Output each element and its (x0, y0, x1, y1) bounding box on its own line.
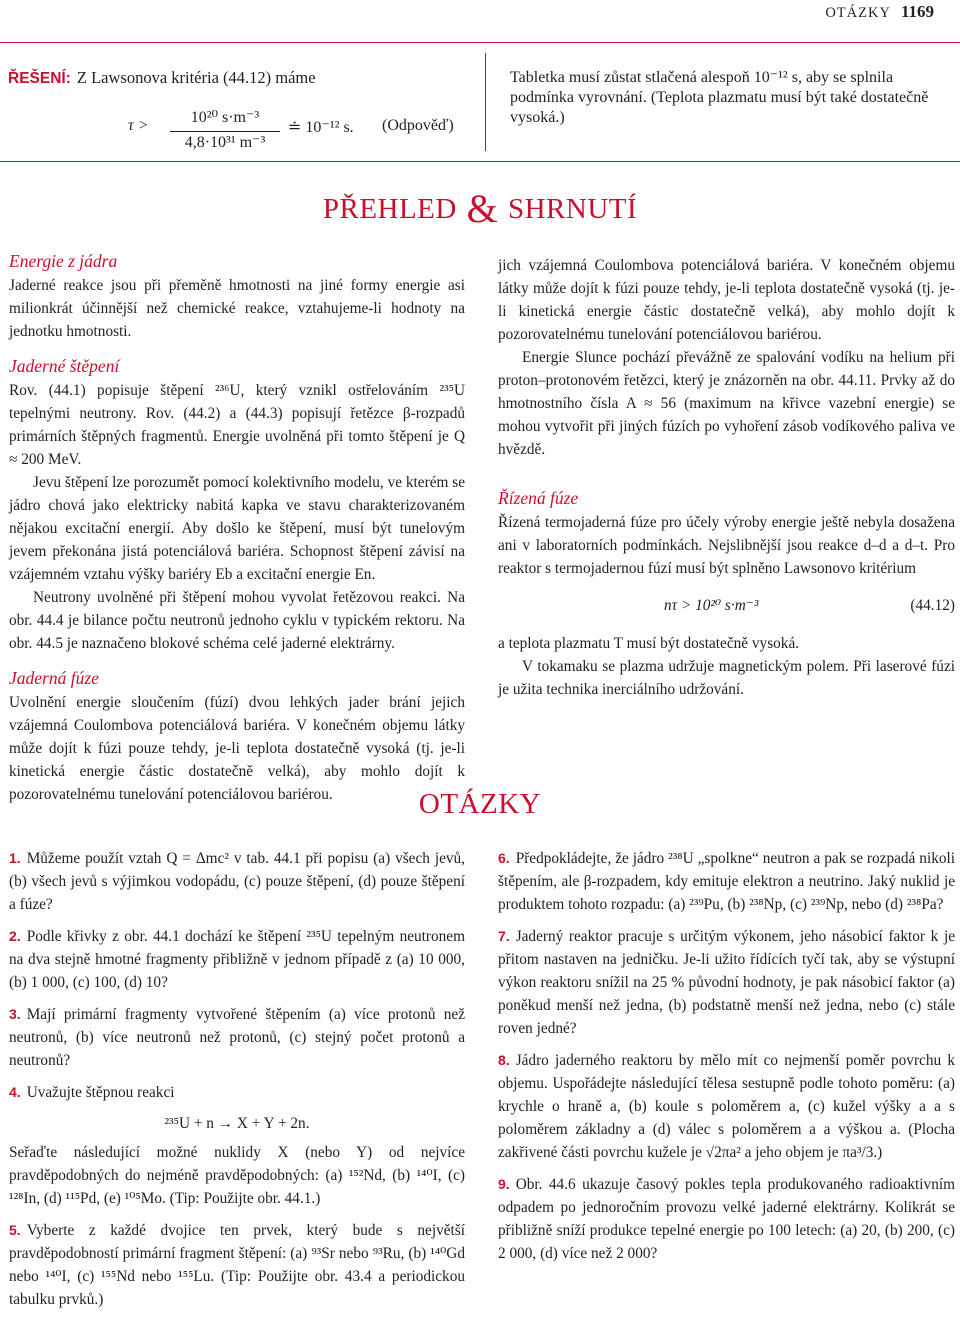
lawson-equation (498, 580, 955, 632)
question-8-text: Jádro jaderného reaktoru by mělo mít co nejmenší poměr povrchu k objemu. Uspořádejte následující tělesa sestupně podle tohoto poměru: (a) krychle o hraně a, (b) koule s poloměrem a, (c) kužel výšky a a s poloměrem základny a (d) válec s poloměrem a a výškou a. (Plocha zakřivené části povrchu kužele je √2πa² a jeho objem je πa³/3.) (498, 1052, 955, 1161)
fission-text-1: Rov. (44.1) popisuje štěpení ²³⁶U, který vznikl ostřelováním ²³⁵U tepelnými neutrony. Rov. (44.2) a (44.3) popisují řetězce β-rozpadů primárních štěpných fragmentů. Energie uvolněná při tomto štěpení je Q ≈ 200 MeV. (9, 382, 465, 468)
fission-reaction-equation: ²³⁵U + n → X + Y + 2n. (164, 1115, 310, 1132)
question-5 (9, 1219, 465, 1311)
fission-text-2: Jevu štěpení lze porozumět pomocí kolektivního modelu, ve kterém se jádro chová jako elektricky nabitá kapka ve stavu charakterizovaném nějakou excitační energií. Aby došlo ke štěpení, musí být tunelovým jevem překonána jistá potenciálová bariéra. Schopnost štěpení závisí na vzájemném vztahu výšky bariéry Eb a excitační energie En. (9, 474, 465, 583)
tau-equation (8, 107, 458, 155)
review-title-b: SHRNUTÍ (507, 193, 638, 225)
question-6-text: Předpokládejte, že jádro ²³⁸U „spolkne“ neutron a pak se rozpadá nikoli štěpením, ale β-rozpadem, kdy emituje elektron a neutrino. Jaký nuklid je produktem tohoto rozpadu: (a) ²³⁹Pu, (b) ²³⁸Np, (c) ²³⁹Np, nebo (d) ²³⁸Pa? (498, 850, 955, 913)
questions-title: OTÁZKY (418, 788, 542, 820)
fission-heading: Jaderné štěpení (9, 356, 120, 376)
equation-number: (44.12) (910, 597, 955, 614)
question-5-text: Vyberte z každé dvojice ten prvek, který bude s největší pravděpodobností primární fragment štěpení: (a) ⁹³Sr nebo ⁹³Ru, (b) ¹⁴⁰Gd nebo ¹⁴⁰I, (c) ¹⁵⁵Nd nebo ¹⁵⁵Lu. (Tip: Použijte obr. 43.4 a periodickou tabulku prvků.) (9, 1222, 465, 1308)
answer-label: (Odpověď) (382, 117, 454, 134)
questions-right-column (498, 847, 955, 1274)
controlled-fusion-heading: Řízená fúze (498, 488, 579, 508)
review-title-a: PŘEHLED (322, 193, 457, 225)
question-3-text: Mají primární fragmenty vytvořené štěpením (a) více protonů než neutronů, (b) více neutronů než protonů, (c) stejný počet protonů a neutronů? (9, 1006, 465, 1069)
question-number: 7. (498, 928, 510, 944)
fusion-text-1: Uvolnění energie sloučením (fúzí) dvou lehkých jader brání jejich vzájemná Coulombova potenciálová bariéra. V konečném objemu látky může dojít k fúzi pouze tehdy, je-li teplota dostatečně vysoká (tj. je-li kinetická energie částic dostatečně velká), aby mohlo dojít k pozorovatelnému tunelování potenciálovou bariérou. (9, 694, 465, 803)
solution-right-text: Tabletka musí zůstat stlačená alespoň 10⁻¹² s, aby se splnila podmínka vyrovnání. (Teplota plazmatu musí být také dostatečně vysoká.) (510, 69, 929, 126)
question-number: 2. (9, 928, 21, 944)
solution-divider (485, 53, 486, 151)
question-number: 8. (498, 1052, 510, 1068)
question-4 (9, 1081, 465, 1210)
question-1 (9, 847, 465, 916)
fraction (170, 107, 280, 154)
question-1-text: Můžeme použít vztah Q = Δmc² v tab. 44.1 při popisu (a) všech jevů, (b) všech jevů s výjimkou vodopádu, (c) pouze štěpení, (d) pouze štěpení a fúze? (9, 850, 465, 913)
solution-label: ŘEŠENÍ: (8, 70, 71, 87)
running-head (825, 2, 934, 22)
fusion-text-cont: jich vzájemná Coulombova potenciálová bariéra. V konečném objemu látky může dojít k fúzi pouze tehdy, je-li teplota dostatečně vysoká (tj. je-li kinetická energie částic dostatečně velká), aby mohlo dojít k pozorovatelnému tunelování potenciálovou bariérou. (498, 257, 955, 343)
question-8 (498, 1049, 955, 1164)
solution-intro (8, 67, 468, 90)
controlled-fusion-text-3: V tokamaku se plazma udržuje magnetickým polem. Při laserové fúzi je užita technika inerciálního udržování. (498, 658, 955, 698)
fission-text-3: Neutrony uvolněné při štěpení mohou vyvolat řetězovou reakci. Na obr. 44.4 je bilance počtu neutronů jednoho cyklu v typickém rektoru. Na obr. 44.5 je naznačeno blokové schéma celé jaderné elektrárny. (9, 589, 465, 652)
question-2-text: Podle křivky z obr. 44.1 dochází ke štěpení ²³⁵U tepelným neutronem na dva stejně hmotné fragmenty přibližně v jednom případě z (a) 10 000, (b) 1 000, (c) 100, (d) 10? (9, 928, 465, 991)
question-7 (498, 925, 955, 1040)
energy-text: Jaderné reakce jsou při přeměně hmotnosti na jiné formy energie asi milionkrát účinnější než chemické reakce, vztahujeme-li hodnoty na jednotku hmotnosti. (9, 277, 465, 340)
running-head-label: OTÁZKY (825, 5, 891, 21)
question-9-text: Obr. 44.6 ukazuje časový pokles tepla produkovaného radioaktivním odpadem po jednoročním provozu velké jaderné elektrárny. Kolikrát se přibližně sníží produkce tepelné energie po 100 letech: (a) 20, (b) 200, (c) 2 000, (d) více než 2 000? (498, 1176, 955, 1262)
question-number: 4. (9, 1084, 21, 1100)
ampersand: & (466, 186, 499, 231)
tau-result: ≐ 10⁻¹² s. (288, 119, 354, 136)
question-9 (498, 1173, 955, 1265)
controlled-fusion-text-2: a teplota plazmatu T musí být dostatečně vysoká. (498, 635, 800, 652)
question-number: 1. (9, 850, 21, 866)
energy-heading: Energie z jádra (9, 251, 118, 271)
review-right-column (498, 254, 955, 701)
question-7-text: Jaderný reaktor pracuje s určitým výkonem, jeho násobicí faktor k je přitom nastaven na jedničku. Je-li užito řídících tyčí tak, aby se výstupní výkon reaktoru snížil na 25 % původní hodnoty, je pak násobicí faktor (a) poněkud menší než jedna, (b) podstatně menší než jedna, nebo (c) stále roven jedné? (498, 928, 955, 1037)
fraction-denominator: 4,8·10³¹ m⁻³ (184, 134, 266, 151)
tau-lhs: τ > (128, 117, 149, 134)
question-number: 6. (498, 850, 510, 866)
solution-intro-text: Z Lawsonova kritéria (44.12) máme (76, 68, 316, 87)
question-4-intro: Uvažujte štěpnou reakci (26, 1084, 175, 1101)
controlled-fusion-text-1: Řízená termojaderná fúze pro účely výroby energie ještě nebyla dosažena ani v laboratorních podmínkách. Nejslibnější jsou reakce d–d a d–t. Pro reaktor s termojadernou fúzí musí být splněno Lawsonovo kritérium (498, 514, 955, 577)
question-2 (9, 925, 465, 994)
fusion-text-2: Energie Slunce pochází převážně ze spalování vodíku na helium při proton–protonovém řetězci, který je znázorněn na obr. 44.11. Prvky až do hmotnostního čísla A ≈ 56 (maximum na křivce vazební energie) se mohou vytvořit při jiných fúzích po vyhoření zásob vodíkového paliva ve hvězdě. (498, 349, 955, 458)
lawson-lhs: nτ > 10²⁰ s·m⁻³ (664, 597, 759, 614)
question-number: 5. (9, 1222, 21, 1238)
fraction-numerator: 10²⁰ s·m⁻³ (170, 107, 280, 132)
question-3 (9, 1003, 465, 1072)
question-number: 9. (498, 1176, 510, 1192)
solution-box (0, 42, 960, 162)
page-number: 1169 (900, 2, 934, 21)
questions-left-column (9, 847, 465, 1320)
question-6 (498, 847, 955, 916)
review-title (0, 186, 960, 231)
fusion-heading: Jaderná fúze (9, 668, 99, 688)
question-number: 3. (9, 1006, 21, 1022)
question-4-text: Seřaďte následující možné nuklidy X (nebo Y) od nejvíce pravděpodobných do nejméně pravděpodobných: (a) ¹⁵²Nd, (b) ¹⁴⁰I, (c) ¹²⁸In, (d) ¹¹⁵Pd, (e) ¹⁰⁵Mo. (Tip: Použijte obr. 44.1.) (9, 1144, 465, 1207)
review-left-column (9, 250, 465, 803)
